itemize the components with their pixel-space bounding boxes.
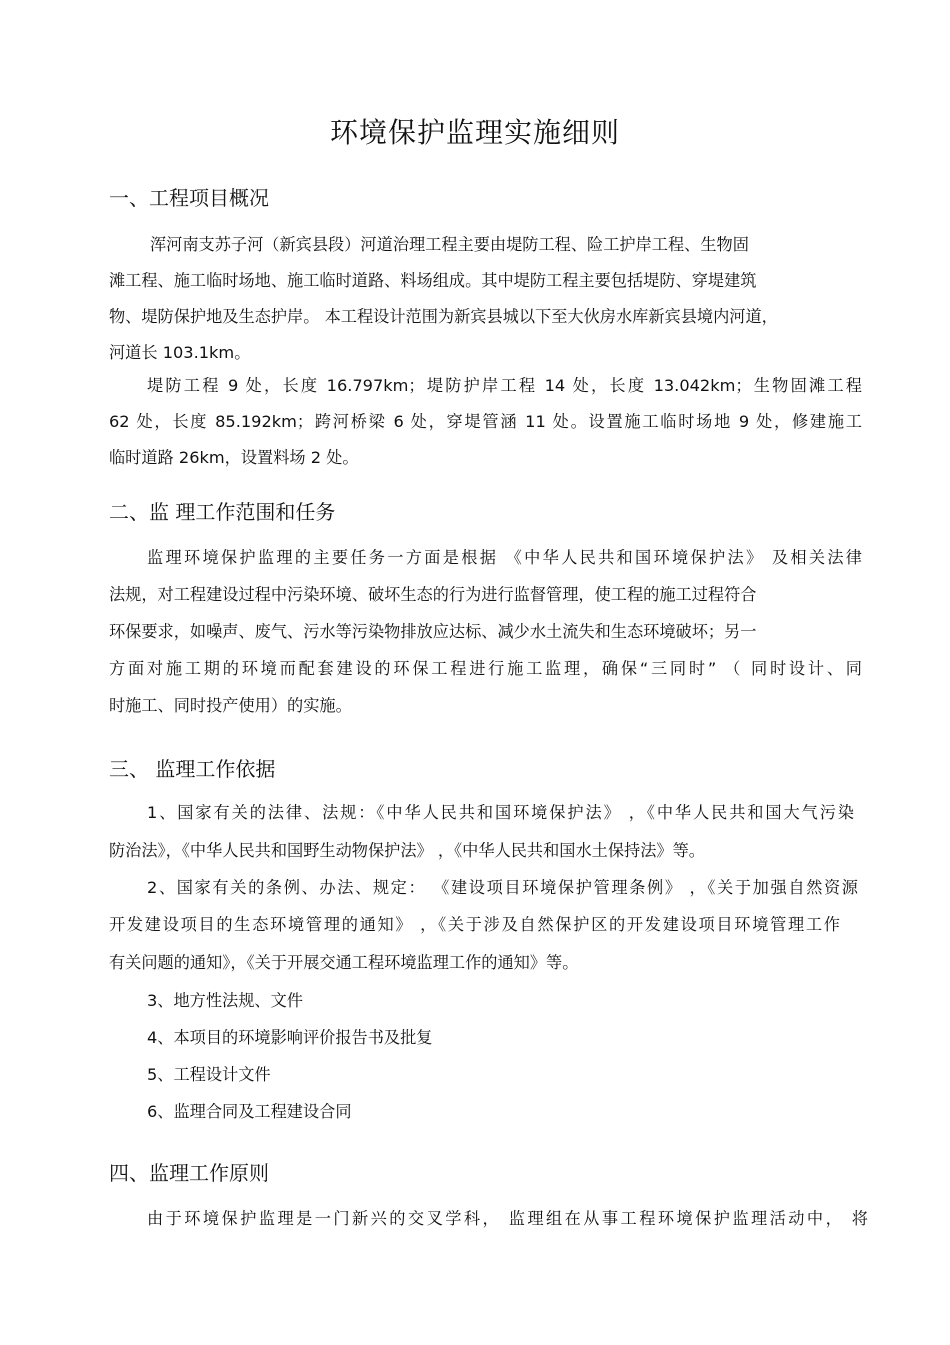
section-heading-overview: 一、工程项目概况 <box>109 186 269 210</box>
paragraph-line: 滩工程、施工临时场地、施工临时道路、料场组成。其中堤防工程主要包括堤防、穿堤建筑 <box>109 271 757 290</box>
list-item: 4、本项目的环境影响评价报告书及批复 <box>147 1028 433 1047</box>
section-heading-principles: 四、监理工作原则 <box>109 1161 269 1185</box>
paragraph-line: 方面对施工期的环境而配套建设的环保工程进行施工监理，确保“三同时” （ 同时设计、同 <box>109 659 862 678</box>
paragraph-line: 开发建设项目的生态环境管理的通知》 ，《关于涉及自然保护区的开发建设项目环境管理工作 <box>109 915 840 934</box>
paragraph-line: 临时道路 26km，设置料场 2 处。 <box>109 448 359 467</box>
list-item: 5、工程设计文件 <box>147 1065 271 1084</box>
paragraph-line: 监理环境保护监理的主要任务一方面是根据 《中华人民共和国环境保护法》 及相关法律 <box>147 548 862 567</box>
paragraph-line: 有关问题的通知》，《关于开展交通工程环境监理工作的通知》等。 <box>109 953 579 972</box>
section-heading-basis: 三、 监理工作依据 <box>109 757 276 781</box>
paragraph-line: 堤防工程 9 处，长度 16.797km；堤防护岸工程 14 处，长度 13.042km；生物固滩工程 <box>147 376 862 395</box>
paragraph-line: 浑河南支苏子河（新宾县段）河道治理工程主要由堤防工程、险工护岸工程、生物固 <box>150 235 749 254</box>
paragraph-line: 防治法》，《中华人民共和国野生动物保护法》 ，《中华人民共和国水土保持法》等。 <box>109 841 705 860</box>
paragraph-line: 河道长 103.1km。 <box>109 343 251 362</box>
document-title: 环境保护监理实施细则 <box>329 116 620 149</box>
list-item: 6、监理合同及工程建设合同 <box>147 1102 352 1121</box>
paragraph-line: 2、国家有关的条例、办法、规定： 《建设项目环境保护管理条例》 ，《关于加强自然资源 <box>147 878 858 897</box>
paragraph-line: 法规，对工程建设过程中污染环境、破坏生态的行为进行监督管理，使工程的施工过程符合 <box>109 585 757 604</box>
paragraph-line: 时施工、同时投产使用）的实施。 <box>109 696 352 715</box>
paragraph-line: 物、堤防保护地及生态护岸。 本工程设计范围为新宾县城以下至大伙房水库新宾县境内河道， <box>109 307 778 326</box>
paragraph-line: 62 处，长度 85.192km；跨河桥梁 6 处，穿堤管涵 11 处。设置施工临时场地 9 处，修建施工 <box>109 412 862 431</box>
paragraph-line: 1、国家有关的法律、法规：《中华人民共和国环境保护法》 ，《中华人民共和国大气污染 <box>147 803 854 822</box>
paragraph-line: 环保要求，如噪声、废气、污水等污染物排放应达标、减少水土流失和生态环境破坏；另一 <box>109 622 757 641</box>
paragraph-line: 由于环境保护监理是一门新兴的交叉学科， 监理组在从事工程环境保护监理活动中， 将 <box>147 1209 868 1228</box>
section-heading-scope: 二、监 理工作范围和任务 <box>109 500 336 524</box>
list-item: 3、地方性法规、文件 <box>147 991 303 1010</box>
